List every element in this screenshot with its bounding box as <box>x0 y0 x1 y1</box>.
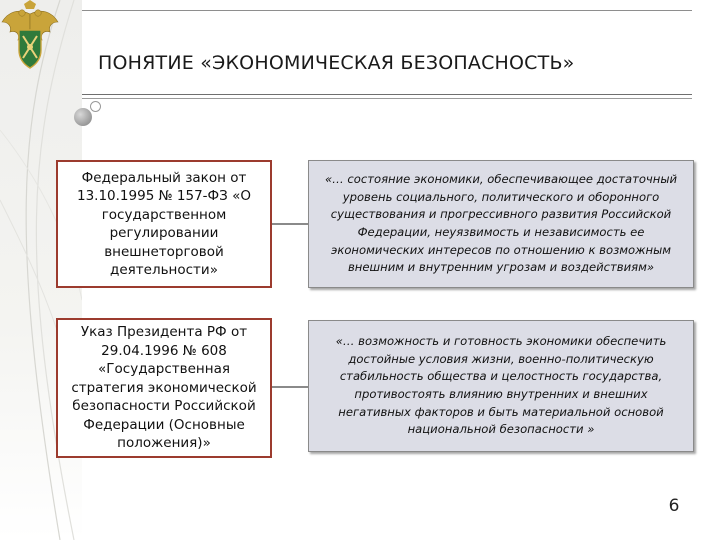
title-underline-rule-secondary <box>82 98 692 99</box>
double-headed-eagle-emblem-icon <box>0 0 60 72</box>
top-rule <box>82 10 692 11</box>
page-number: 6 <box>668 496 680 516</box>
definition-text: «… состояние экономики, обеспечивающее достаточный уровень социального, политического и оборонного существования и прогрессивного развития Российской Федерации, неуязвимость и независимость ее экономических интересов по отношению к возможным внешним и внутренним угрозам и воздействиям» <box>324 172 678 275</box>
source-box-federal-law <box>56 160 272 288</box>
source-box-presidential-decree <box>56 318 272 458</box>
decorative-ring <box>90 101 101 112</box>
definition-text: «… возможность и готовность экономики обеспечить достойные условия жизни, военно-политическую стабильность общества и целостность государства, противостоять влиянию внутренних и внешних негативных факторов и быть материальной основой национальной безопасности » <box>335 334 667 437</box>
definition-box-federal-law <box>308 160 694 288</box>
slide-title: ПОНЯТИЕ «ЭКОНОМИЧЕСКАЯ БЕЗОПАСНОСТЬ» <box>98 52 575 74</box>
connector-line <box>272 386 308 388</box>
definition-box-presidential-decree <box>308 320 694 452</box>
connector-line <box>272 223 308 225</box>
source-text: Указ Президента РФ от 29.04.1996 № 608 «Государственная стратегия экономической безопасности Российской Федерации (Основные положения)» <box>71 324 257 452</box>
decorative-sphere <box>74 108 92 126</box>
title-underline-rule <box>82 94 692 95</box>
source-text: Федеральный закон от 13.10.1995 № 157-ФЗ «О государственном регулировании внешнеторговой деятельности» <box>76 169 251 278</box>
